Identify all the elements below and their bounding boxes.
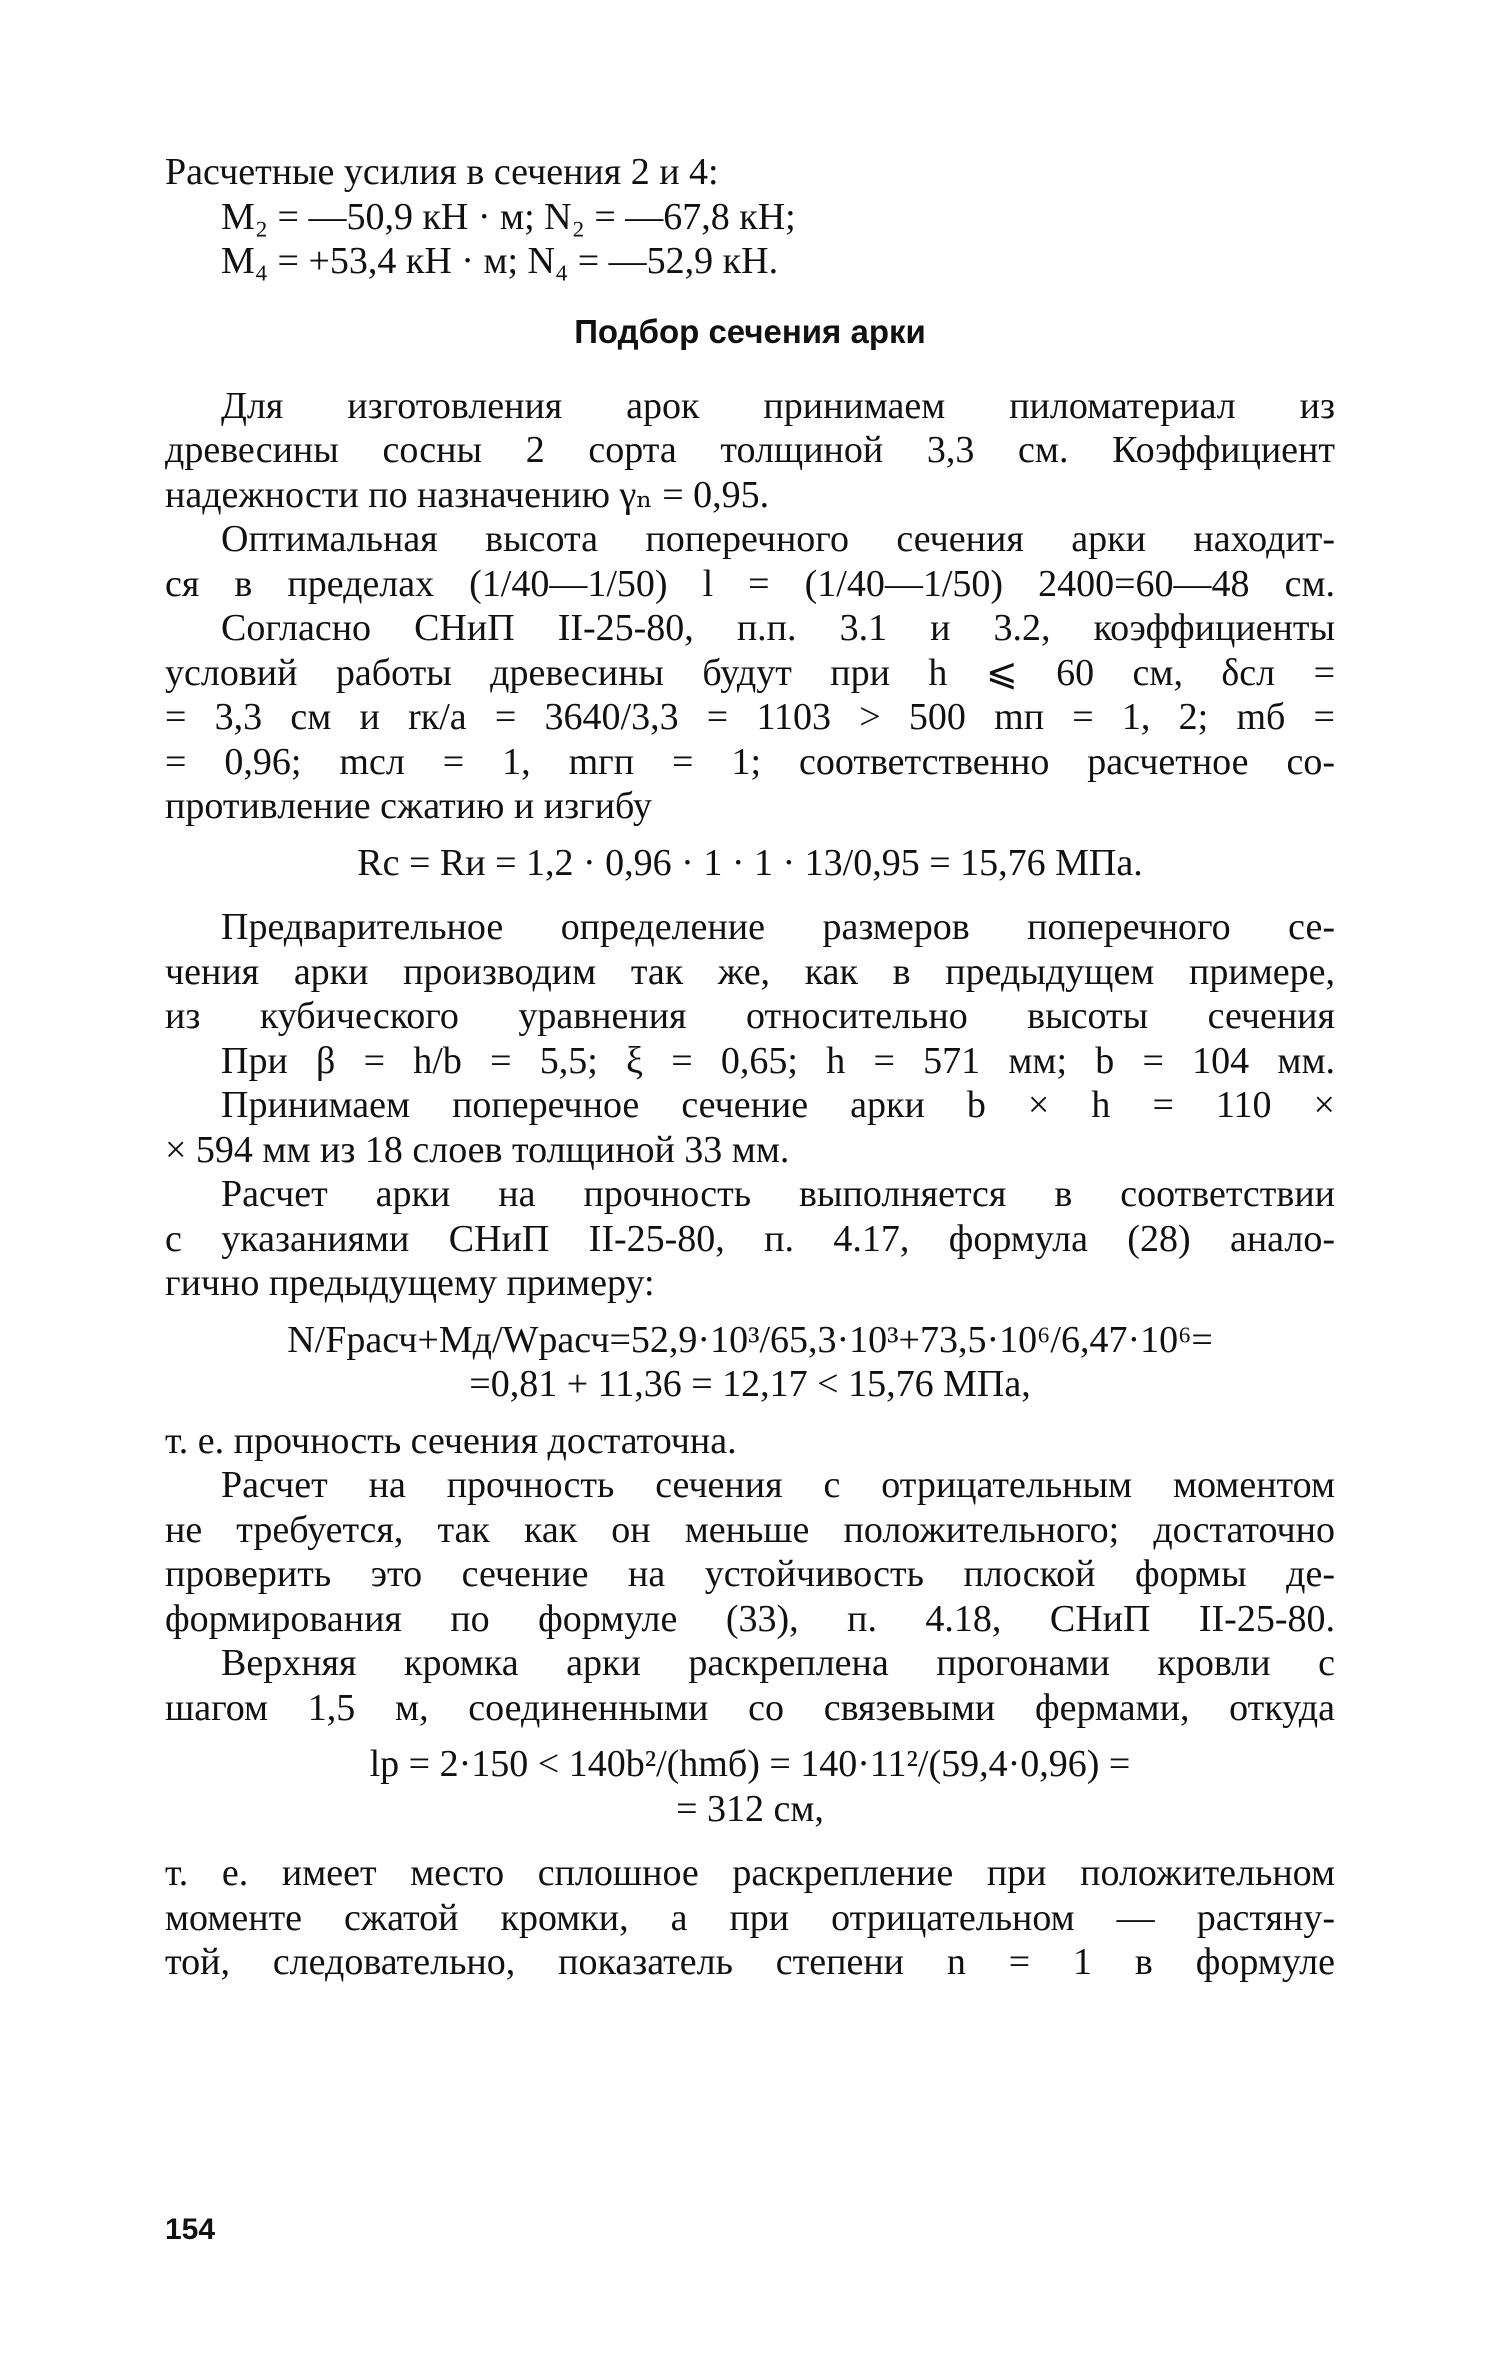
paragraph-line: проверить это сечение на устойчивость плоской формы де- (165, 1553, 1335, 1595)
paragraph-line: Оптимальная высота поперечного сечения арки находит- (221, 518, 1335, 560)
formula-line: = 312 см, (676, 1787, 824, 1830)
paragraph-line: × 594 мм из 18 слоев толщиной 33 мм. (165, 1128, 790, 1171)
paragraph-line: Верхняя кромка арки раскреплена прогонами кровли с (221, 1642, 1335, 1684)
paragraph-line: = 3,3 см и rк/a = 3640/3,3 = 1103 > 500 mп = 1, 2; mб = (165, 696, 1335, 738)
page-body (165, 150, 1335, 2280)
paragraph-line: чения арки производим так же, как в предыдущем примере, (165, 950, 1335, 993)
paragraph-line: условий работы древесины будут при h ⩽ 60 см, δсл = (165, 651, 1335, 694)
paragraph-line: надежности по назначению γₙ = 0,95. (165, 473, 770, 516)
paragraph-line: шагом 1,5 м, соединенными со связевыми фермами, откуда (165, 1686, 1335, 1729)
formula-line: N/Fрасч+Mд/Wрасч=52,9·10³/65,3·10³+73,5·10⁶/6,47·10⁶= (287, 1318, 1213, 1361)
paragraph-line: Согласно СНиП II-25-80, п.п. 3.1 и 3.2, коэффициенты (221, 607, 1335, 649)
formula-line: lp = 2·150 < 140b²/(hmб) = 140·11²/(59,4·0,96) = (369, 1743, 1131, 1785)
paragraph-line: т. е. имеет место сплошное раскрепление при положительном (165, 1852, 1335, 1894)
paragraph-line: формирования по формуле (33), п. 4.18, СНиП II-25-80. (165, 1597, 1335, 1640)
paragraph-line: гично предыдущему примеру: (165, 1262, 655, 1304)
paragraph-line: моменте сжатой кромки, а при отрицательном — растяну- (165, 1896, 1335, 1939)
formula-line: =0,81 + 11,36 = 12,17 < 15,76 МПа, (469, 1363, 1031, 1405)
paragraph-line: из кубического уравнения относительно высоты сечения (165, 995, 1335, 1037)
paragraph-line: Расчет на прочность сечения с отрицательным моментом (221, 1464, 1335, 1506)
paragraph-line: с указаниями СНиП II-25-80, п. 4.17, формула (28) анало- (165, 1217, 1335, 1260)
formula-line: M₂ = —50,9 кН · м; N₂ = —67,8 кН; (221, 195, 796, 238)
paragraph-line: Предварительное определение размеров поперечного се- (221, 906, 1335, 948)
paragraph-line: ся в пределах (1/40—1/50) l = (1/40—1/50) 2400=60—48 см. (165, 562, 1335, 605)
paragraph-line: не требуется, так как он меньше положительного; достаточно (165, 1508, 1335, 1551)
paragraph-line: При β = h/b = 5,5; ξ = 0,65; h = 571 мм; b = 104 мм. (221, 1039, 1335, 1082)
paragraph-line: = 0,96; mсл = 1, mгп = 1; соответственно расчетное со- (165, 740, 1335, 783)
paragraph-line: Расчет арки на прочность выполняется в соответствии (221, 1173, 1335, 1215)
formula-line: M₄ = +53,4 кН · м; N₄ = —52,9 кН. (221, 240, 779, 282)
paragraph-line: древесины сосны 2 сорта толщиной 3,3 см. Коэффициент (165, 429, 1335, 471)
paragraph-line: Принимаем поперечное сечение арки b × h = 110 × (221, 1084, 1335, 1126)
page-number: 154 (165, 2213, 216, 2246)
text-line: Расчетные усилия в сечения 2 и 4: (165, 151, 719, 193)
section-heading: Подбор сечения арки (574, 312, 926, 350)
paragraph-line: Для изготовления арок принимаем пиломатериал из (221, 384, 1335, 427)
paragraph-line: той, следовательно, показатель степени n = 1 в формуле (165, 1941, 1335, 1983)
paragraph-line: т. е. прочность сечения достаточна. (165, 1419, 737, 1462)
formula-line: Rс = Rи = 1,2 · 0,96 · 1 · 1 · 13/0,95 = 15,76 МПа. (357, 841, 1143, 884)
paragraph-line: противление сжатию и изгибу (165, 785, 652, 827)
